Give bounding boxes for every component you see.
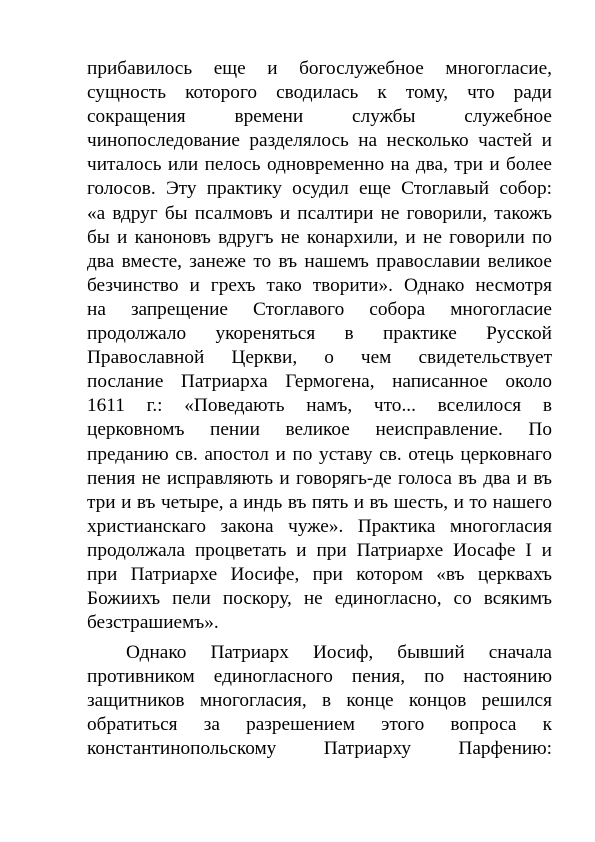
text-line: константинопольскому Патриарху Парфению: <box>87 738 552 760</box>
text-line: противником единогласного пения, по настоянию <box>87 666 552 688</box>
text-line: три и въ четыре, а индь въ пять и въ шесть, и то нашего <box>87 491 552 513</box>
text-line: 1611 г.: «Поведають намъ, что... вселилося в <box>87 395 552 417</box>
text-line: безчинство и грехъ тако творити». Однако несмотря <box>87 274 552 296</box>
text-line: Однако Патриарх Иосиф, бывший сначала <box>126 642 552 663</box>
text-line: продолжала процветать и при Патриархе Иосафе I и <box>87 539 552 561</box>
text-line: обратиться за разрешением этого вопроса к <box>87 714 552 736</box>
text-line: прибавилось еще и богослужебное многогласие, <box>87 58 552 79</box>
text-line: бы и каноновъ вдругъ не конархили, и не говорили по <box>87 226 552 248</box>
text-line: безстрашиемъ». <box>87 612 219 634</box>
text-line: два вместе, занеже то въ нашемъ православии великое <box>87 250 552 272</box>
text-line: на запрещение Стоглавого собора многогласие <box>87 298 552 320</box>
text-line: при Патриархе Иосифе, при котором «въ церквахъ <box>87 563 552 585</box>
text-line: преданию св. апостол и по уставу св. отець церковнаго <box>87 443 552 465</box>
text-line: пения не исправляють и говорягь-де голоса въ два и въ <box>87 467 552 489</box>
text-line: Православной Церкви, о чем свидетельствует <box>87 347 552 369</box>
text-line: голосов. Эту практику осудил еще Стоглавый собор: <box>87 178 552 200</box>
paragraph-1 <box>87 57 552 635</box>
text-line: чинопоследование разделялось на несколько частей и <box>87 130 552 152</box>
text-line: послание Патриарха Гермогена, написанное около <box>87 371 552 393</box>
paragraph-2 <box>87 641 552 761</box>
text-line: «а вдруг бы псалмовъ и псалтири не говорили, такожъ <box>87 202 552 224</box>
text-line: сущность которого сводилась к тому, что ради <box>87 82 552 104</box>
text-line: читалось или пелось одновременно на два, три и более <box>87 154 552 176</box>
text-line: церковномъ пении великое неисправление. По <box>87 419 552 441</box>
text-line: Божиихъ пели поскору, не единогласно, со всякимъ <box>87 588 552 610</box>
text-line: продолжало укореняться в практике Русской <box>87 323 552 345</box>
text-line: защитников многогласия, в конце концов решился <box>87 690 552 712</box>
text-line: христианскаго закона чуже». Практика многогласия <box>87 515 552 537</box>
text-line: сокращения времени службы служебное <box>87 106 552 128</box>
